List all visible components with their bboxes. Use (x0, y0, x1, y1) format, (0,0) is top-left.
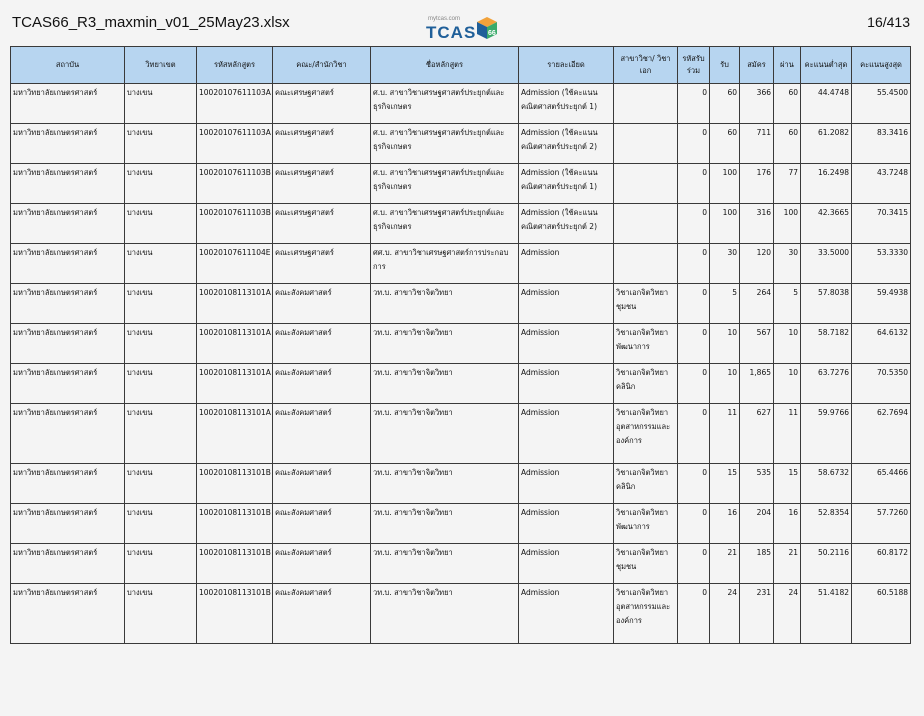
cell-details: Admission (519, 244, 614, 284)
logo-site-text: mytcas.com (428, 16, 461, 22)
cell-major (614, 164, 678, 204)
cell-quota: 60 (710, 124, 740, 164)
cell-major (614, 84, 678, 124)
cell-passed: 15 (774, 464, 801, 504)
column-header-max-score: คะแนนสูงสุด (852, 47, 911, 84)
cell-passed: 11 (774, 404, 801, 464)
cell-institution: มหาวิทยาลัยเกษตรศาสตร์ (11, 84, 125, 124)
column-header-joint-code: รหัสรับ ร่วม (678, 47, 710, 84)
cell-joint-code: 0 (678, 84, 710, 124)
cell-passed: 60 (774, 124, 801, 164)
cell-major: วิชาเอกจิตวิทยาอุตสาหกรรมและองค์การ (614, 404, 678, 464)
cell-min-score: 44.4748 (801, 84, 852, 124)
cell-applicants: 204 (740, 504, 774, 544)
cell-joint-code: 0 (678, 164, 710, 204)
cell-details: Admission (519, 364, 614, 404)
cell-program-name: วท.บ. สาขาวิชาจิตวิทยา (371, 464, 519, 504)
cell-campus: บางเขน (125, 404, 197, 464)
cell-campus: บางเขน (125, 464, 197, 504)
document-filename: TCAS66_R3_maxmin_v01_25May23.xlsx (12, 14, 290, 31)
cell-max-score: 59.4938 (852, 284, 911, 324)
table-row (11, 204, 911, 244)
cell-max-score: 70.3415 (852, 204, 911, 244)
cell-applicants: 231 (740, 584, 774, 644)
cell-program-code: 10020108113101A (197, 324, 273, 364)
cell-passed: 10 (774, 324, 801, 364)
column-header-major: สาขาวิชา/ วิชาเอก (614, 47, 678, 84)
cell-program-code: 10020108113101B (197, 504, 273, 544)
cell-program-name: วท.บ. สาขาวิชาจิตวิทยา (371, 544, 519, 584)
cell-faculty: คณะสังคมศาสตร์ (273, 504, 371, 544)
cell-campus: บางเขน (125, 124, 197, 164)
cell-quota: 16 (710, 504, 740, 544)
cell-institution: มหาวิทยาลัยเกษตรศาสตร์ (11, 464, 125, 504)
logo-cube-icon (477, 17, 497, 39)
cell-joint-code: 0 (678, 124, 710, 164)
cell-program-name: วท.บ. สาขาวิชาจิตวิทยา (371, 404, 519, 464)
cell-min-score: 16.2498 (801, 164, 852, 204)
cell-major: วิชาเอกจิตวิทยาชุมชน (614, 284, 678, 324)
column-header-campus: วิทยาเขต (125, 47, 197, 84)
table-row (11, 164, 911, 204)
cell-max-score: 70.5350 (852, 364, 911, 404)
cell-campus: บางเขน (125, 324, 197, 364)
cell-major: วิชาเอกจิตวิทยาคลินิก (614, 464, 678, 504)
cell-applicants: 264 (740, 284, 774, 324)
cell-applicants: 176 (740, 164, 774, 204)
cell-quota: 100 (710, 164, 740, 204)
cell-min-score: 57.8038 (801, 284, 852, 324)
logo-wordmark: TCAS (426, 23, 477, 42)
cell-campus: บางเขน (125, 244, 197, 284)
cell-campus: บางเขน (125, 164, 197, 204)
column-header-program-code: รหัสหลักสูตร (197, 47, 273, 84)
cell-campus: บางเขน (125, 364, 197, 404)
cell-program-name: วท.บ. สาขาวิชาจิตวิทยา (371, 504, 519, 544)
cell-min-score: 51.4182 (801, 584, 852, 644)
cell-max-score: 60.5188 (852, 584, 911, 644)
cell-max-score: 83.3416 (852, 124, 911, 164)
cell-max-score: 64.6132 (852, 324, 911, 364)
cell-quota: 5 (710, 284, 740, 324)
cell-faculty: คณะเศรษฐศาสตร์ (273, 164, 371, 204)
cell-passed: 21 (774, 544, 801, 584)
column-header-faculty: คณะ/สำนักวิชา (273, 47, 371, 84)
column-header-institution: สถาบัน (11, 47, 125, 84)
cell-program-code: 10020107611104E (197, 244, 273, 284)
cell-faculty: คณะสังคมศาสตร์ (273, 544, 371, 584)
cell-joint-code: 0 (678, 404, 710, 464)
cell-details: Admission (519, 284, 614, 324)
cell-program-name: วท.บ. สาขาวิชาจิตวิทยา (371, 364, 519, 404)
cell-joint-code: 0 (678, 324, 710, 364)
table-row (11, 544, 911, 584)
cell-institution: มหาวิทยาลัยเกษตรศาสตร์ (11, 544, 125, 584)
table-row (11, 584, 911, 644)
cell-institution: มหาวิทยาลัยเกษตรศาสตร์ (11, 584, 125, 644)
cell-faculty: คณะเศรษฐศาสตร์ (273, 244, 371, 284)
cell-passed: 5 (774, 284, 801, 324)
column-header-program-name: ชื่อหลักสูตร (371, 47, 519, 84)
cell-quota: 15 (710, 464, 740, 504)
cell-min-score: 58.7182 (801, 324, 852, 364)
cell-faculty: คณะสังคมศาสตร์ (273, 324, 371, 364)
cell-max-score: 62.7694 (852, 404, 911, 464)
cell-program-code: 10020107611103B (197, 164, 273, 204)
cell-min-score: 42.3665 (801, 204, 852, 244)
cell-joint-code: 0 (678, 204, 710, 244)
cell-joint-code: 0 (678, 244, 710, 284)
cell-major: วิชาเอกจิตวิทยาคลินิก (614, 364, 678, 404)
cell-passed: 16 (774, 504, 801, 544)
cell-passed: 30 (774, 244, 801, 284)
cell-max-score: 55.4500 (852, 84, 911, 124)
cell-program-name: ศ.บ. สาขาวิชาเศรษฐศาสตร์ประยุกต์และธุรกิจเกษตร (371, 164, 519, 204)
cell-program-code: 10020107611103A (197, 124, 273, 164)
cell-major: วิชาเอกจิตวิทยาชุมชน (614, 544, 678, 584)
cell-program-code: 10020108113101B (197, 464, 273, 504)
cell-faculty: คณะสังคมศาสตร์ (273, 284, 371, 324)
cell-program-name: วท.บ. สาขาวิชาจิตวิทยา (371, 324, 519, 364)
cell-max-score: 43.7248 (852, 164, 911, 204)
cell-max-score: 57.7260 (852, 504, 911, 544)
cell-applicants: 567 (740, 324, 774, 364)
cell-applicants: 627 (740, 404, 774, 464)
cell-joint-code: 0 (678, 544, 710, 584)
cell-max-score: 53.3330 (852, 244, 911, 284)
cell-quota: 30 (710, 244, 740, 284)
cell-campus: บางเขน (125, 584, 197, 644)
cell-details: Admission (519, 584, 614, 644)
cell-major: วิชาเอกจิตวิทยาอุตสาหกรรมและองค์การ (614, 584, 678, 644)
cell-applicants: 711 (740, 124, 774, 164)
cell-quota: 21 (710, 544, 740, 584)
cell-major (614, 244, 678, 284)
cell-institution: มหาวิทยาลัยเกษตรศาสตร์ (11, 124, 125, 164)
cell-joint-code: 0 (678, 284, 710, 324)
cell-major: วิชาเอกจิตวิทยาพัฒนาการ (614, 504, 678, 544)
table-row (11, 364, 911, 404)
cell-passed: 10 (774, 364, 801, 404)
tcas-logo (426, 16, 498, 46)
cell-max-score: 65.4466 (852, 464, 911, 504)
cell-min-score: 58.6732 (801, 464, 852, 504)
cell-program-name: ศ.บ. สาขาวิชาเศรษฐศาสตร์ประยุกต์และธุรกิจเกษตร (371, 84, 519, 124)
table-row (11, 404, 911, 464)
cell-campus: บางเขน (125, 284, 197, 324)
column-header-min-score: คะแนนต่ำสุด (801, 47, 852, 84)
table-row (11, 464, 911, 504)
cell-campus: บางเขน (125, 84, 197, 124)
cell-quota: 10 (710, 324, 740, 364)
table-row (11, 124, 911, 164)
cell-applicants: 535 (740, 464, 774, 504)
cell-program-code: 10020108113101B (197, 544, 273, 584)
cell-passed: 100 (774, 204, 801, 244)
cell-min-score: 59.9766 (801, 404, 852, 464)
cell-campus: บางเขน (125, 204, 197, 244)
cell-faculty: คณะเศรษฐศาสตร์ (273, 84, 371, 124)
cell-major: วิชาเอกจิตวิทยาพัฒนาการ (614, 324, 678, 364)
cell-program-code: 10020108113101A (197, 284, 273, 324)
cell-passed: 24 (774, 584, 801, 644)
cell-institution: มหาวิทยาลัยเกษตรศาสตร์ (11, 204, 125, 244)
cell-quota: 24 (710, 584, 740, 644)
admission-table (10, 46, 911, 644)
cell-details: Admission (519, 324, 614, 364)
cell-faculty: คณะสังคมศาสตร์ (273, 364, 371, 404)
cell-min-score: 61.2082 (801, 124, 852, 164)
cell-institution: มหาวิทยาลัยเกษตรศาสตร์ (11, 244, 125, 284)
table-header-row (11, 47, 911, 84)
cell-program-code: 10020107611103A (197, 84, 273, 124)
cell-faculty: คณะสังคมศาสตร์ (273, 584, 371, 644)
cell-faculty: คณะสังคมศาสตร์ (273, 404, 371, 464)
cell-program-name: ศ.บ. สาขาวิชาเศรษฐศาสตร์ประยุกต์และธุรกิจเกษตร (371, 124, 519, 164)
column-header-quota: รับ (710, 47, 740, 84)
column-header-applicants: สมัคร (740, 47, 774, 84)
table-row (11, 244, 911, 284)
cell-quota: 100 (710, 204, 740, 244)
cell-program-name: วท.บ. สาขาวิชาจิตวิทยา (371, 584, 519, 644)
cell-campus: บางเขน (125, 544, 197, 584)
cell-program-name: ศศ.บ. สาขาวิชาเศรษฐศาสตร์การประกอบการ (371, 244, 519, 284)
cell-program-code: 10020108113101B (197, 584, 273, 644)
cell-institution: มหาวิทยาลัยเกษตรศาสตร์ (11, 504, 125, 544)
cell-joint-code: 0 (678, 504, 710, 544)
cell-max-score: 60.8172 (852, 544, 911, 584)
cell-institution: มหาวิทยาลัยเกษตรศาสตร์ (11, 404, 125, 464)
cell-program-code: 10020108113101A (197, 364, 273, 404)
cell-details: Admission (519, 544, 614, 584)
cell-passed: 77 (774, 164, 801, 204)
cell-applicants: 366 (740, 84, 774, 124)
column-header-details: รายละเอียด (519, 47, 614, 84)
cell-applicants: 1,865 (740, 364, 774, 404)
page-indicator: 16/413 (867, 14, 910, 30)
column-header-passed: ผ่าน (774, 47, 801, 84)
cell-faculty: คณะเศรษฐศาสตร์ (273, 204, 371, 244)
cell-faculty: คณะสังคมศาสตร์ (273, 464, 371, 504)
cell-institution: มหาวิทยาลัยเกษตรศาสตร์ (11, 284, 125, 324)
cell-details: Admission (519, 504, 614, 544)
table-row (11, 284, 911, 324)
cell-passed: 60 (774, 84, 801, 124)
cell-faculty: คณะเศรษฐศาสตร์ (273, 124, 371, 164)
cell-program-name: ศ.บ. สาขาวิชาเศรษฐศาสตร์ประยุกต์และธุรกิจเกษตร (371, 204, 519, 244)
cell-details: Admission (ใช้คะแนนคณิตศาสตร์ประยุกต์ 1) (519, 164, 614, 204)
cell-quota: 60 (710, 84, 740, 124)
cell-min-score: 52.8354 (801, 504, 852, 544)
cell-details: Admission (ใช้คะแนนคณิตศาสตร์ประยุกต์ 1) (519, 84, 614, 124)
cell-institution: มหาวิทยาลัยเกษตรศาสตร์ (11, 164, 125, 204)
cell-applicants: 120 (740, 244, 774, 284)
cell-applicants: 185 (740, 544, 774, 584)
cell-min-score: 63.7276 (801, 364, 852, 404)
cell-details: Admission (ใช้คะแนนคณิตศาสตร์ประยุกต์ 2) (519, 204, 614, 244)
table-row (11, 324, 911, 364)
cell-details: Admission (ใช้คะแนนคณิตศาสตร์ประยุกต์ 2) (519, 124, 614, 164)
cell-min-score: 33.5000 (801, 244, 852, 284)
table-row (11, 84, 911, 124)
cell-joint-code: 0 (678, 584, 710, 644)
logo-cube-number: 66 (488, 30, 496, 37)
cell-quota: 11 (710, 404, 740, 464)
cell-program-code: 10020108113101A (197, 404, 273, 464)
cell-joint-code: 0 (678, 464, 710, 504)
cell-major (614, 204, 678, 244)
cell-institution: มหาวิทยาลัยเกษตรศาสตร์ (11, 324, 125, 364)
cell-campus: บางเขน (125, 504, 197, 544)
cell-quota: 10 (710, 364, 740, 404)
cell-institution: มหาวิทยาลัยเกษตรศาสตร์ (11, 364, 125, 404)
cell-details: Admission (519, 464, 614, 504)
cell-program-code: 10020107611103B (197, 204, 273, 244)
cell-joint-code: 0 (678, 364, 710, 404)
table-row (11, 504, 911, 544)
cell-min-score: 50.2116 (801, 544, 852, 584)
cell-details: Admission (519, 404, 614, 464)
cell-major (614, 124, 678, 164)
cell-program-name: วท.บ. สาขาวิชาจิตวิทยา (371, 284, 519, 324)
cell-applicants: 316 (740, 204, 774, 244)
